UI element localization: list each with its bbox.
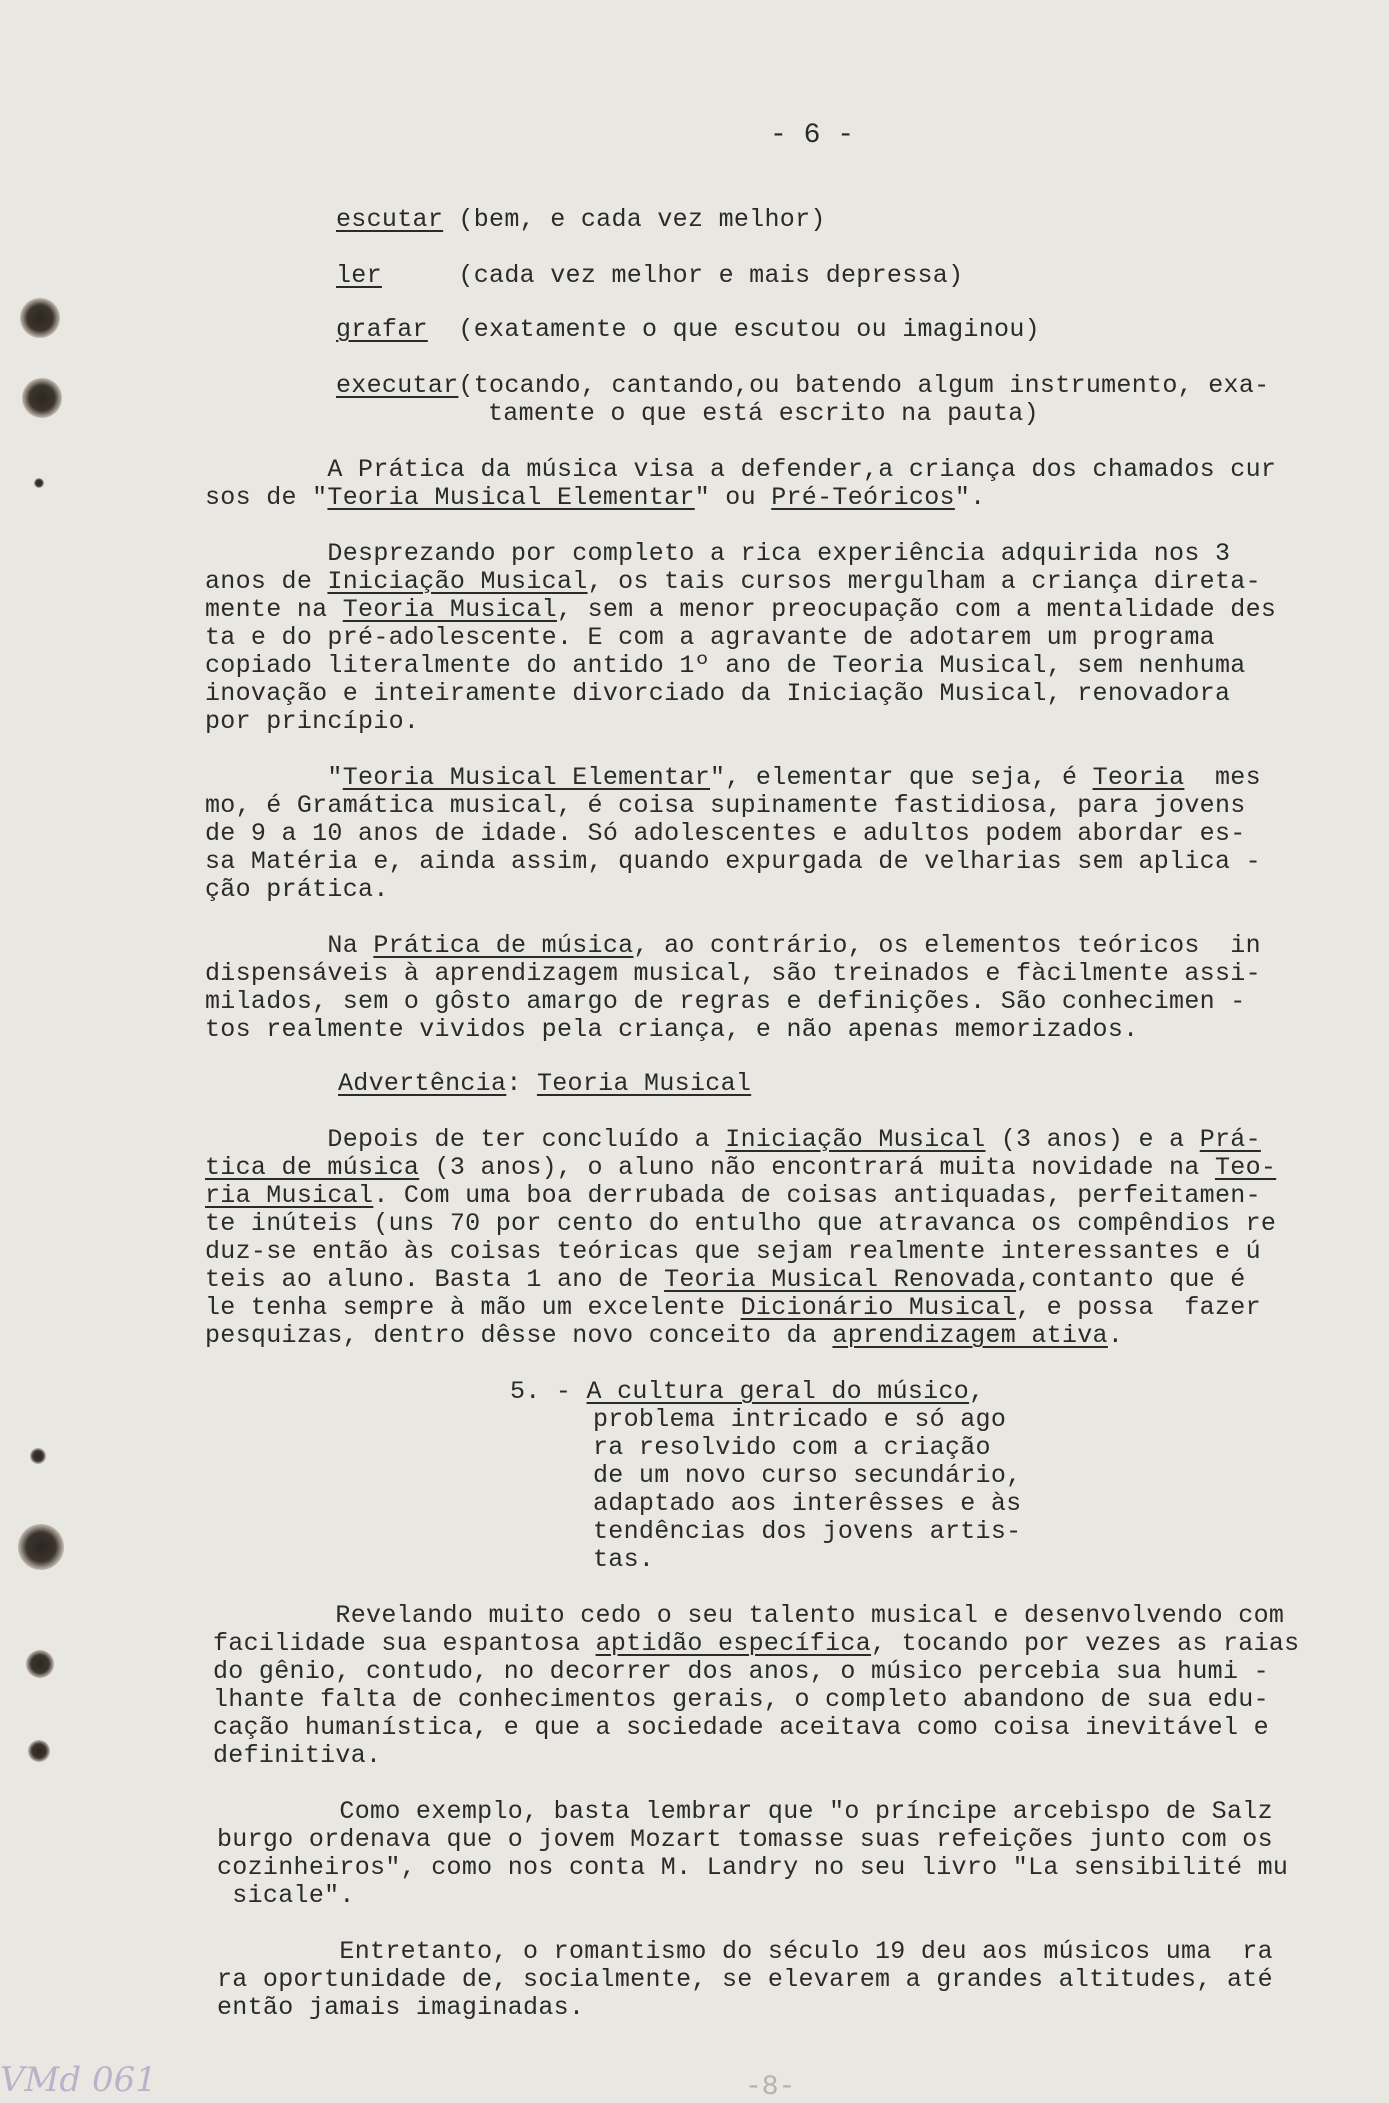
verb-line-grafar xyxy=(336,316,1040,344)
para2-line: inovação e inteiramente divorciado da Iniciação Musical, renovadora xyxy=(205,679,1231,708)
para3-line: de 9 a 10 anos de idade. Só adolescentes e adultos podem abordar es- xyxy=(205,819,1246,848)
verb-ler: ler xyxy=(336,261,382,290)
para3-line: mo, é Gramática musical, é coisa supinamente fastidiosa, para jovens xyxy=(205,791,1246,820)
verb-desc: (bem, e cada vez melhor) xyxy=(443,205,826,234)
punch-hole xyxy=(22,378,62,418)
para2-line: por princípio. xyxy=(205,707,420,736)
verb-escutar: escutar xyxy=(336,205,444,234)
punch-hole xyxy=(28,1740,50,1762)
para7-line: Como exemplo, basta lembrar que "o príncipe arcebispo de Salz xyxy=(217,1797,1273,1826)
section5-title-line: 5. - A cultura geral do músico, xyxy=(510,1377,985,1406)
underlined-term: Prá- xyxy=(1199,1125,1261,1154)
underlined-term: Teoria Musical Elementar xyxy=(327,483,695,512)
verb-line-ler xyxy=(336,262,963,290)
underlined-term: aprendizagem ativa xyxy=(832,1321,1108,1350)
para2-line: copiado literalmente do antido 1º ano de Teoria Musical, sem nenhuma xyxy=(205,651,1246,680)
para5-line: le tenha sempre à mão um excelente Dicionário Musical, e possa fazer xyxy=(205,1293,1261,1322)
para3-line: ção prática. xyxy=(205,875,389,904)
punch-hole xyxy=(26,1650,54,1678)
section5-title: A cultura geral do músico xyxy=(586,1377,970,1406)
punch-hole xyxy=(30,1448,46,1464)
section-heading: Advertência: Teoria Musical xyxy=(338,1069,752,1098)
underlined-term: Teo- xyxy=(1214,1153,1277,1182)
section5-line: tendências dos jovens artis- xyxy=(593,1517,1022,1546)
para1-line: A Prática da música visa a defender,a criança dos chamados cur xyxy=(205,455,1277,484)
para2-line: ta e do pré-adolescente. E com a agravante de adotarem um programa xyxy=(205,623,1215,652)
para6-line: definitiva. xyxy=(213,1741,382,1770)
para3-line: "Teoria Musical Elementar", elementar que seja, é Teoria mes xyxy=(205,763,1261,792)
section5-line: ra resolvido com a criação xyxy=(593,1433,991,1462)
underlined-term: aptidão específica xyxy=(595,1629,872,1658)
verb-desc: (exatamente o que escutou ou imaginou) xyxy=(427,315,1040,344)
para7-line: cozinheiros", como nos conta M. Landry no seu livro "La sensibilité mu xyxy=(217,1853,1289,1882)
para4-line: tos realmente vividos pela criança, e não apenas memorizados. xyxy=(205,1015,1139,1044)
underlined-term: Teoria Musical xyxy=(342,595,557,624)
footer-number: -8- xyxy=(745,2072,796,2103)
para6-line: Revelando muito cedo o seu talento musical e desenvolvendo com xyxy=(213,1601,1285,1630)
page-number: - 6 - xyxy=(770,120,855,151)
punch-hole xyxy=(18,1524,64,1570)
para4-line: dispensáveis à aprendizagem musical, são treinados e fàcilmente assi- xyxy=(205,959,1261,988)
para7-line: burgo ordenava que o jovem Mozart tomasse suas refeições junto com os xyxy=(217,1825,1273,1854)
verb-line-executar xyxy=(336,372,1269,400)
underlined-term: ria Musical xyxy=(205,1181,374,1210)
archive-stamp: VMd 061 xyxy=(0,2060,157,2100)
underlined-term: tica de música xyxy=(205,1153,420,1182)
para5-line: te inúteis (uns 70 por cento do entulho que atravanca os compêndios re xyxy=(205,1209,1277,1238)
underlined-term: Teoria Musical Renovada xyxy=(664,1265,1017,1294)
section5-line: tas. xyxy=(593,1545,655,1574)
underlined-term: Prática de música xyxy=(373,931,634,960)
para6-line: do gênio, contudo, no decorrer dos anos, o músico percebia sua humi - xyxy=(213,1657,1269,1686)
underlined-term: Teoria Musical Elementar xyxy=(342,763,710,792)
para4-line: Na Prática de música, ao contrário, os elementos teóricos in xyxy=(205,931,1261,960)
underlined-term: Iniciação Musical xyxy=(725,1125,986,1154)
para2-line: mente na Teoria Musical, sem a menor preocupação com a mentalidade des xyxy=(205,595,1277,624)
verb-line-escutar xyxy=(336,206,826,234)
para6-line: lhante falta de conhecimentos gerais, o completo abandono de sua edu- xyxy=(213,1685,1269,1714)
underlined-term: Pré-Teóricos xyxy=(771,483,955,512)
para6-line: facilidade sua espantosa aptidão específica, tocando por vezes as raias xyxy=(213,1629,1300,1658)
underlined-term: Dicionário Musical xyxy=(740,1293,1017,1322)
para2-line: Desprezando por completo a rica experiência adquirida nos 3 xyxy=(205,539,1231,568)
para4-line: milados, sem o gôsto amargo de regras e definições. São conhecimen - xyxy=(205,987,1246,1016)
para8-line: então jamais imaginadas. xyxy=(217,1993,585,2022)
underlined-term: Teoria xyxy=(1092,763,1185,792)
para1-line: sos de "Teoria Musical Elementar" ou Pré-Teóricos". xyxy=(205,483,986,512)
para3-line: sa Matéria e, ainda assim, quando expurgada de velharias sem aplica - xyxy=(205,847,1261,876)
para8-line: ra oportunidade de, socialmente, se elevarem a grandes altitudes, até xyxy=(217,1965,1273,1994)
verb-grafar: grafar xyxy=(336,315,428,344)
para6-line: cação humanística, e que a sociedade aceitava como coisa inevitável e xyxy=(213,1713,1269,1742)
para5-line: teis ao aluno. Basta 1 ano de Teoria Musical Renovada,contanto que é xyxy=(205,1265,1246,1294)
para5-line: duz-se então às coisas teóricas que sejam realmente interessantes e ú xyxy=(205,1237,1261,1266)
verb-continuation: tamente o que está escrito na pauta) xyxy=(488,399,1039,428)
punch-hole xyxy=(20,298,60,338)
para7-line: sicale". xyxy=(217,1881,355,1910)
para2-line: anos de Iniciação Musical, os tais cursos mergulham a criança direta- xyxy=(205,567,1261,596)
section5-line: de um novo curso secundário, xyxy=(593,1461,1022,1490)
para5-line: tica de música (3 anos), o aluno não encontrará muita novidade na Teo- xyxy=(205,1153,1277,1182)
punch-hole xyxy=(34,478,44,488)
section5-line: problema intricado e só ago xyxy=(593,1405,1007,1434)
para5-line: pesquizas, dentro dêsse novo conceito da aprendizagem ativa. xyxy=(205,1321,1124,1350)
underlined-term: Iniciação Musical xyxy=(327,567,588,596)
para8-line: Entretanto, o romantismo do século 19 deu aos músicos uma ra xyxy=(217,1937,1273,1966)
verb-desc: (cada vez melhor e mais depressa) xyxy=(381,261,964,290)
section5-line: adaptado aos interêsses e às xyxy=(593,1489,1022,1518)
para5-line: ria Musical. Com uma boa derrubada de coisas antiquadas, perfeitamen- xyxy=(205,1181,1261,1210)
para5-line: Depois de ter concluído a Iniciação Musical (3 anos) e a Prá- xyxy=(205,1125,1261,1154)
verb-executar: executar xyxy=(336,371,459,400)
verb-desc: (tocando, cantando,ou batendo algum instrumento, exa- xyxy=(458,371,1270,400)
